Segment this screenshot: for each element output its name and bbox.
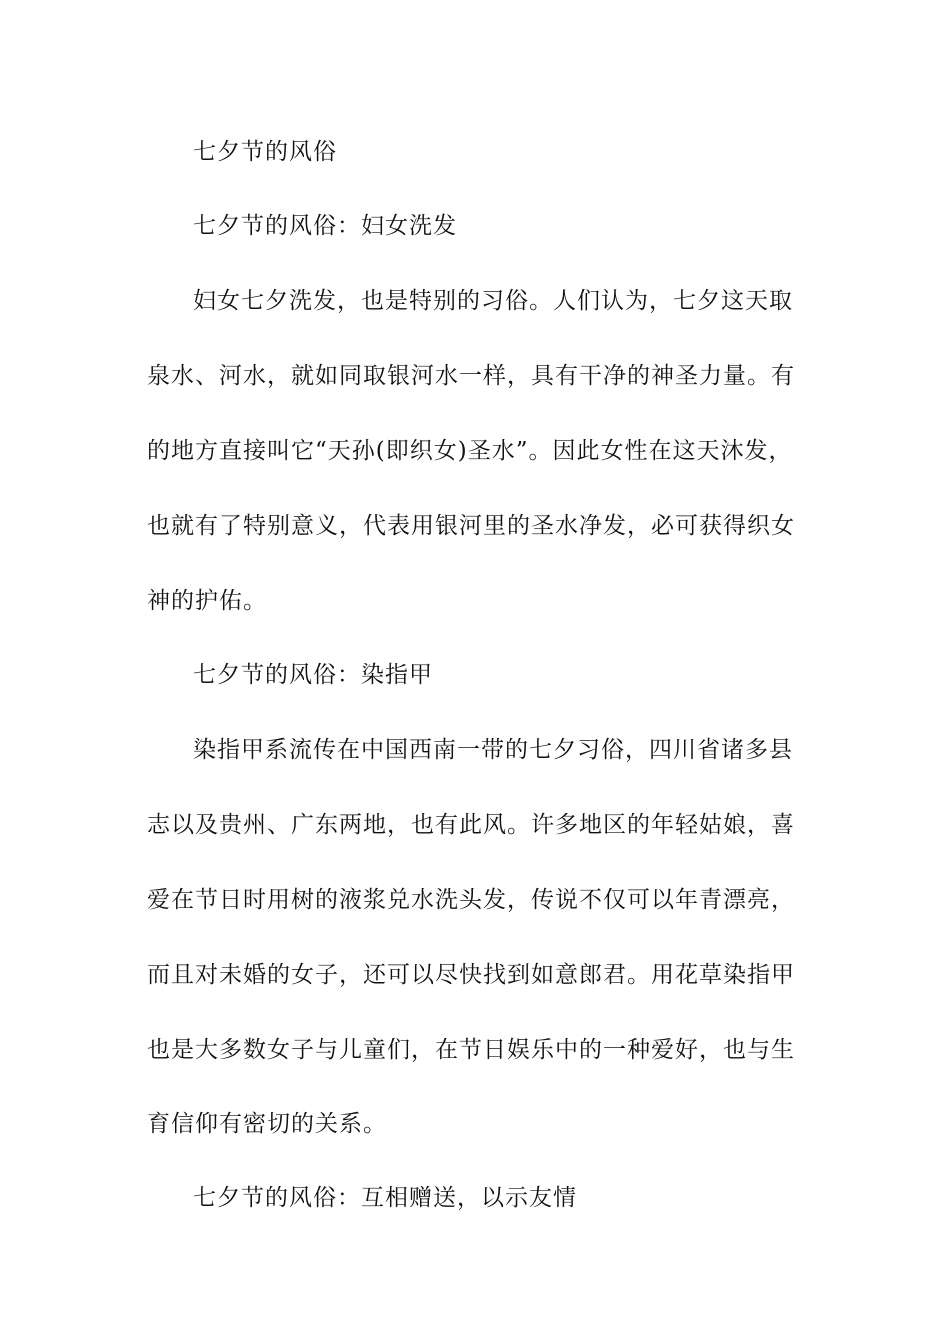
paragraph-line: 泉水、河水，就如同取银河水一样，具有干净的神圣力量。有 — [147, 363, 795, 389]
paragraph-line: 而且对未婚的女子，还可以尽快找到如意郎君。用花草染指甲 — [147, 962, 795, 988]
paragraph-line: 的地方直接叫它“天孙(即织女)圣水”。因此女性在这天沐发， — [147, 438, 793, 464]
paragraph-line: 也是大多数女子与儿童们，在节日娱乐中的一种爱好，也与生 — [147, 1037, 795, 1063]
paragraph-line: 育信仰有密切的关系。 — [147, 1111, 387, 1137]
paragraph-line: 爱在节日时用树的液浆兑水洗头发，传说不仅可以年青漂亮， — [147, 887, 795, 913]
paragraph-line: 神的护佑。 — [147, 588, 267, 614]
document-title: 七夕节的风俗 — [193, 139, 337, 165]
paragraph-line: 志以及贵州、广东两地，也有此风。许多地区的年轻姑娘，喜 — [147, 812, 795, 838]
section-heading-gift-exchange: 七夕节的风俗：互相赠送，以示友情 — [193, 1185, 577, 1211]
paragraph-line: 染指甲系流传在中国西南一带的七夕习俗，四川省诸多县 — [193, 737, 793, 763]
paragraph-line: 也就有了特别意义，代表用银河里的圣水净发，必可获得织女 — [147, 513, 795, 539]
section-heading-hair-washing: 七夕节的风俗：妇女洗发 — [193, 213, 457, 239]
section-heading-nail-dyeing: 七夕节的风俗：染指甲 — [193, 662, 433, 688]
paragraph-line: 妇女七夕洗发，也是特别的习俗。人们认为，七夕这天取 — [193, 288, 793, 314]
